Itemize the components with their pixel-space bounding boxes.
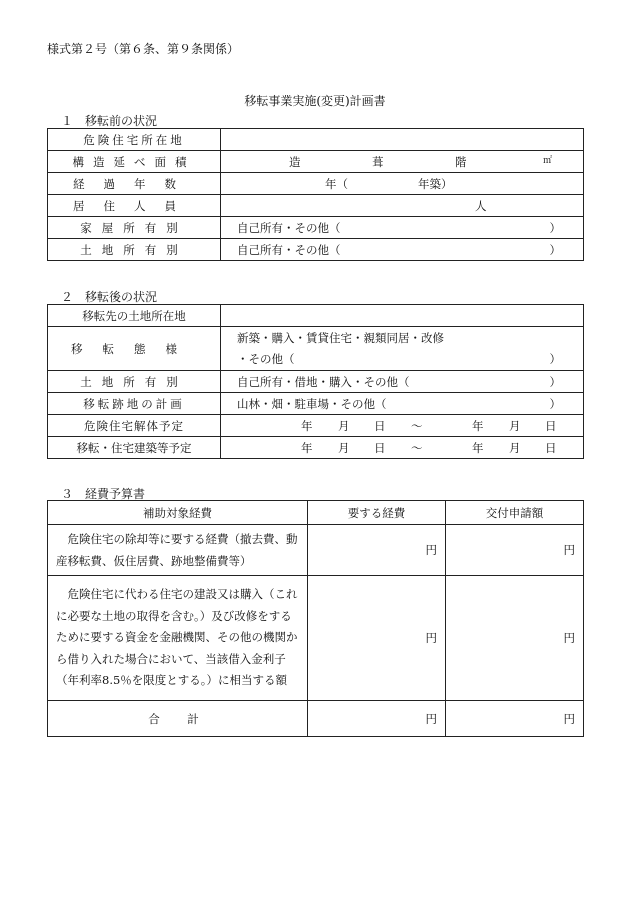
table-row <box>48 195 584 217</box>
row-label: 危険住宅解体予定 <box>48 415 221 437</box>
row-label: 危険住宅所在地 <box>48 129 221 151</box>
table-row <box>48 217 584 239</box>
land-ownership-field[interactable]: 自己所有・その他（ ） <box>221 239 584 261</box>
expense-description: 危険住宅の除却等に要する経費（撤去費、動産移転費、仮住居費、跡地整備費等） <box>48 525 308 576</box>
construction-schedule-field[interactable]: 年 月 日 ～ 年 月 日 <box>221 437 584 459</box>
destination-location-field[interactable] <box>221 305 584 327</box>
row-label: 移転跡地の計画 <box>48 393 221 415</box>
table-row <box>48 393 584 415</box>
land-ownership-after-field[interactable]: 自己所有・借地・購入・その他（ ） <box>221 371 584 393</box>
row-label: 移転先の土地所在地 <box>48 305 221 327</box>
relocation-mode-field[interactable]: 新築・購入・賃貸住宅・親類同居・改修 ・その他（ ） <box>221 327 584 371</box>
table-row <box>48 239 584 261</box>
table-row <box>48 129 584 151</box>
table-row <box>48 415 584 437</box>
years-elapsed-field[interactable]: 年（ 年築） <box>221 173 584 195</box>
total-required-cost-field[interactable]: 円 <box>308 701 446 737</box>
header-required-cost: 要する経費 <box>308 501 446 525</box>
table-row <box>48 525 584 576</box>
budget-table <box>47 500 584 737</box>
row-label: 家屋所有別 <box>48 217 221 239</box>
vacant-land-plan-field[interactable]: 山林・畑・駐車場・その他（ ） <box>221 393 584 415</box>
row-label: 構造延べ面積 <box>48 151 221 173</box>
required-cost-field[interactable]: 円 <box>308 525 446 576</box>
section3-heading: ３ 経費予算書 <box>61 487 146 501</box>
row-label: 経過年数 <box>48 173 221 195</box>
residents-field[interactable]: 人 <box>221 195 584 217</box>
header-subsidy-items: 補助対象経費 <box>48 501 308 525</box>
row-label: 居住人員 <box>48 195 221 217</box>
total-label: 合 計 <box>48 701 308 737</box>
required-cost-field[interactable]: 円 <box>308 576 446 701</box>
row-label: 移転・住宅建築等予定 <box>48 437 221 459</box>
section2-heading: ２ 移転後の状況 <box>61 290 158 304</box>
header-application-amount: 交付申請額 <box>446 501 584 525</box>
table-row <box>48 327 584 371</box>
section2-table <box>47 304 584 459</box>
house-ownership-field[interactable]: 自己所有・その他（ ） <box>221 217 584 239</box>
table-row <box>48 173 584 195</box>
table-row <box>48 371 584 393</box>
table-row <box>48 305 584 327</box>
row-label: 移転態様 <box>48 327 221 371</box>
document-title: 移転事業実施(変更)計画書 <box>244 94 386 108</box>
application-amount-field[interactable]: 円 <box>446 525 584 576</box>
location-field[interactable] <box>221 129 584 151</box>
expense-description: 危険住宅に代わる住宅の建設又は購入（これに必要な土地の取得を含む。）及び改修をするために要する資金を金融機関、その他の機関から借り入れた場合において、当該借入金利子（年利率8.5％を限度とする。）に相当する額 <box>48 576 308 701</box>
row-label: 土地所有別 <box>48 371 221 393</box>
row-label: 土地所有別 <box>48 239 221 261</box>
table-row <box>48 437 584 459</box>
table-row <box>48 151 584 173</box>
demolition-schedule-field[interactable]: 年 月 日 ～ 年 月 日 <box>221 415 584 437</box>
floor-area-field[interactable]: 造 葺 階 ㎡ <box>221 151 584 173</box>
table-total-row <box>48 701 584 737</box>
section1-table <box>47 128 584 261</box>
section1-heading: １ 移転前の状況 <box>61 114 158 128</box>
form-number: 様式第２号（第６条、第９条関係） <box>47 42 240 56</box>
table-row <box>48 576 584 701</box>
application-amount-field[interactable]: 円 <box>446 576 584 701</box>
total-application-amount-field[interactable]: 円 <box>446 701 584 737</box>
table-header-row <box>48 501 584 525</box>
